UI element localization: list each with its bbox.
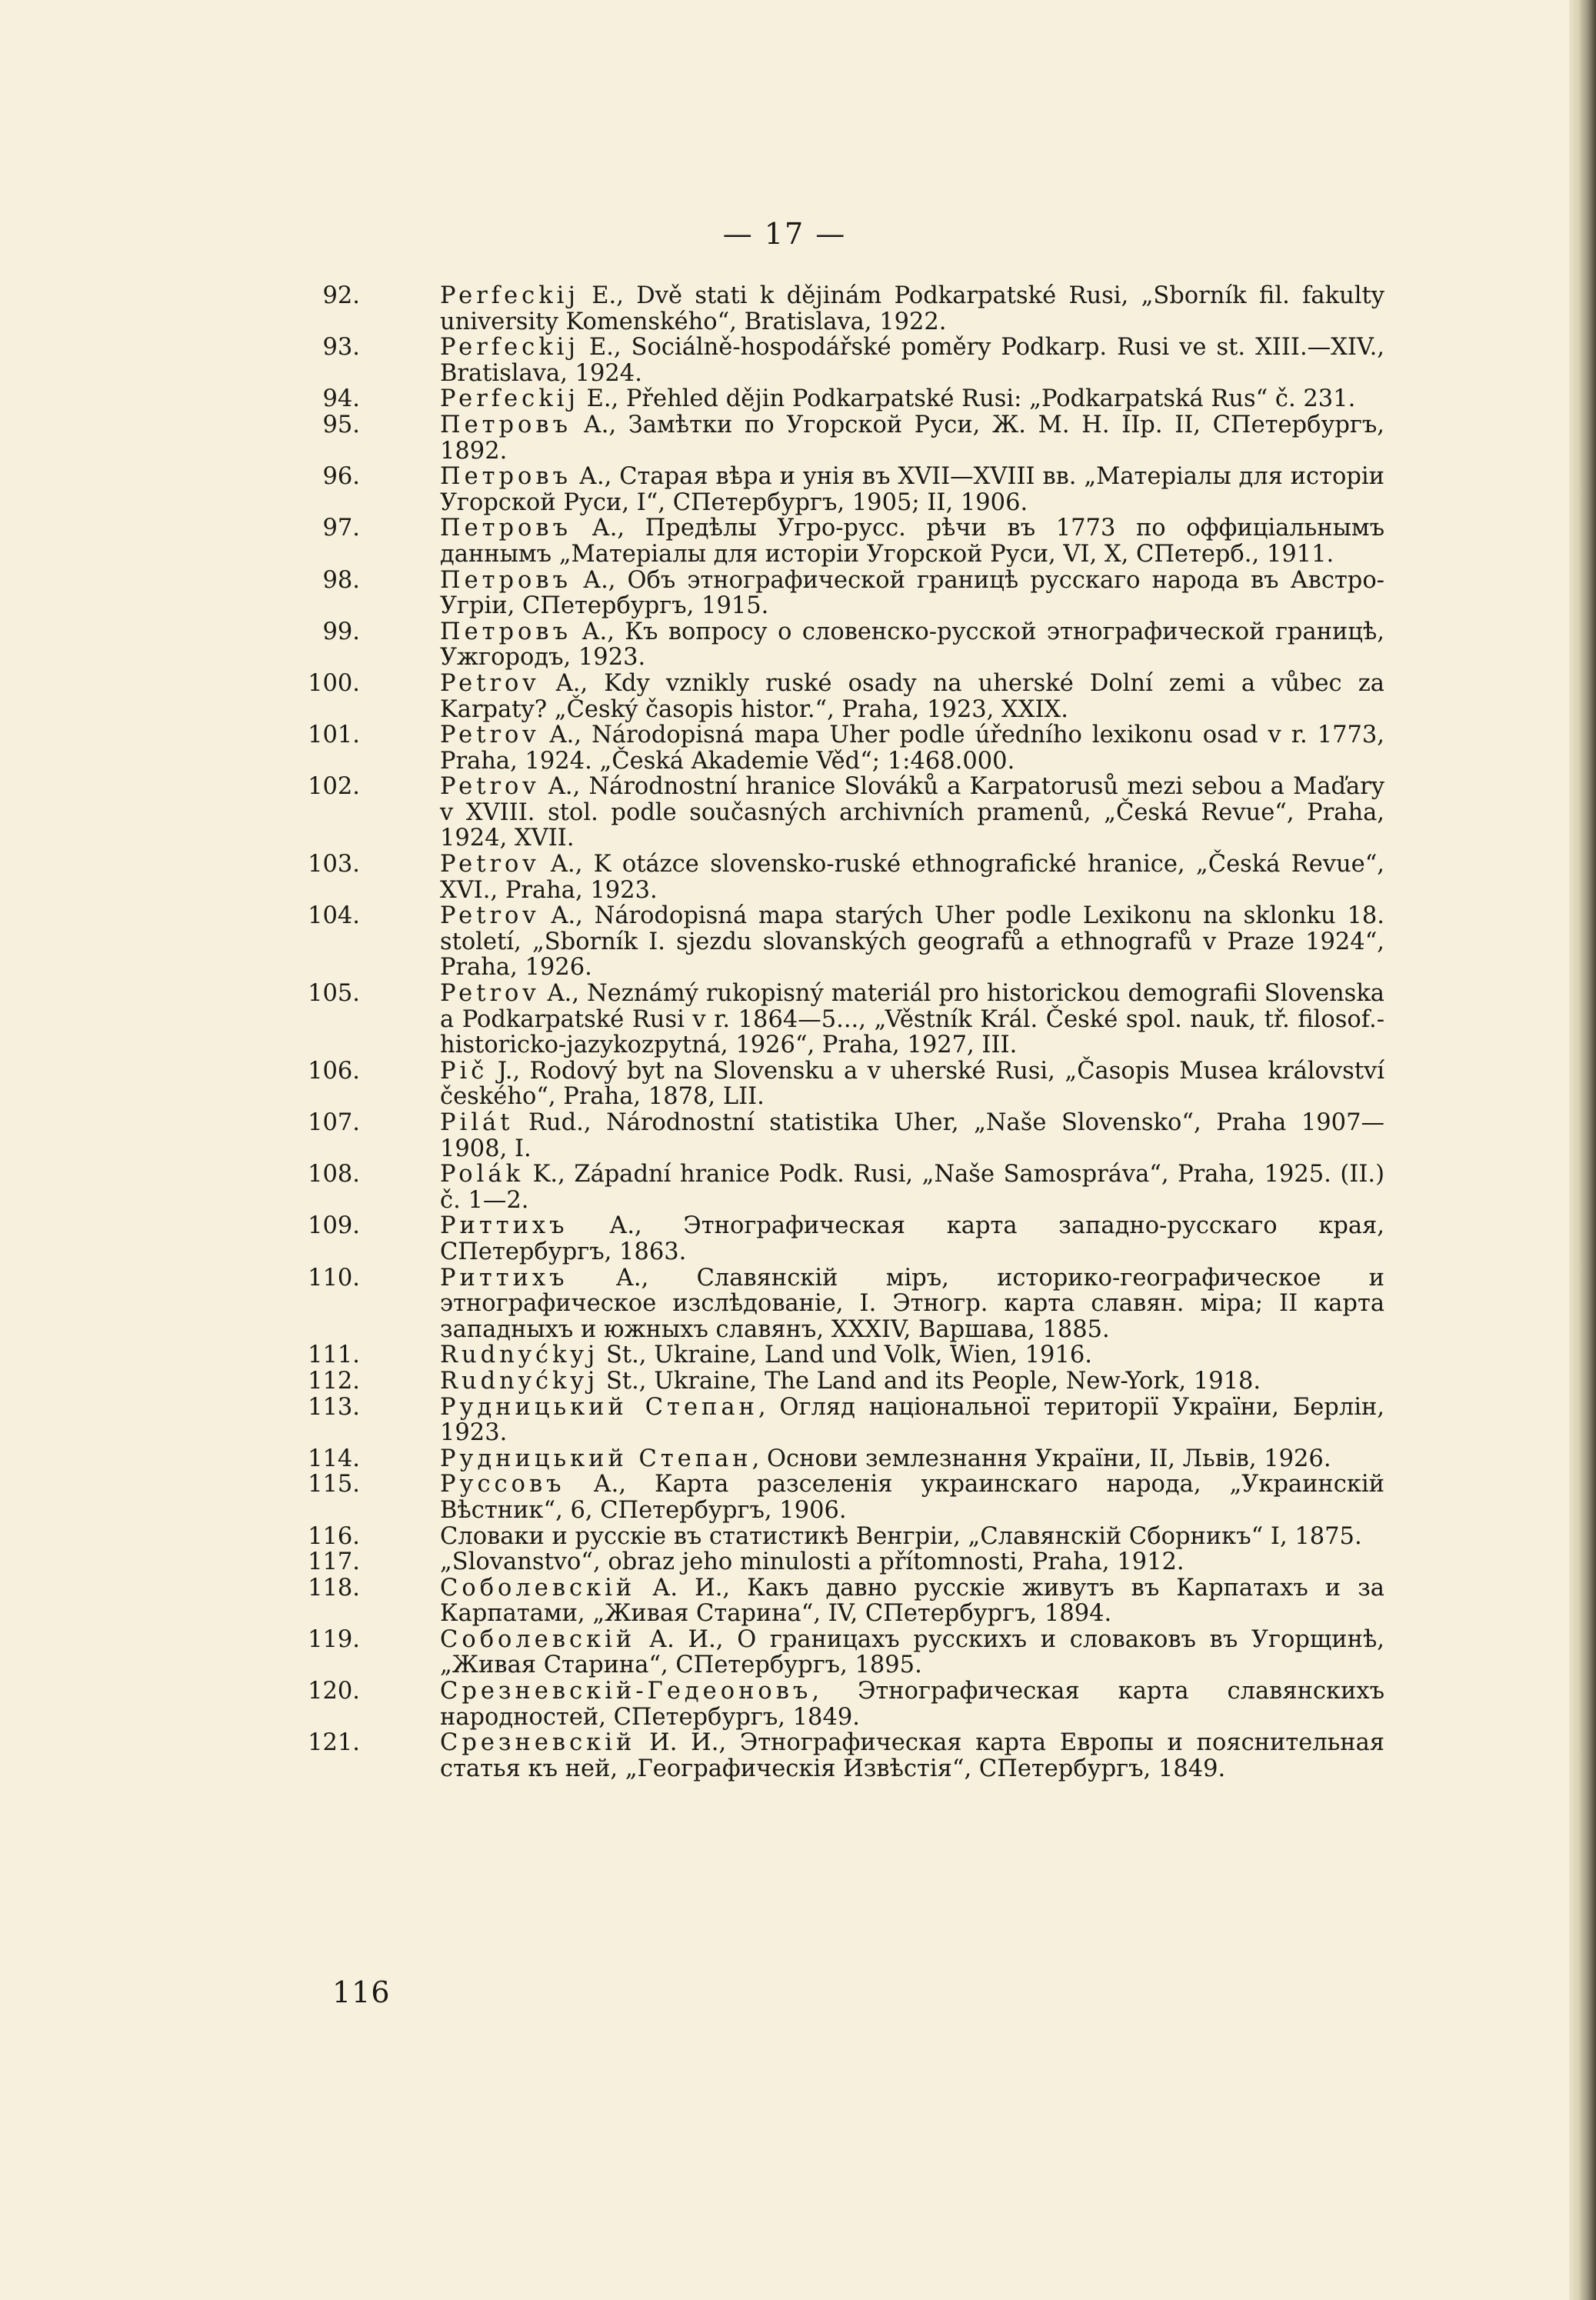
bibliography-entry xyxy=(292,1627,1384,1678)
bibliography-entry xyxy=(292,1342,1384,1368)
bibliography-entry xyxy=(292,774,1384,852)
entry-author: Петровъ xyxy=(440,618,571,645)
entry-number: 106. xyxy=(308,1057,360,1085)
bibliography-entry xyxy=(292,1575,1384,1627)
entry-number: 93. xyxy=(322,334,360,362)
entry-author: Рудницький Степан xyxy=(440,1445,752,1472)
entry-number: 119. xyxy=(308,1625,360,1653)
entry-number: 104. xyxy=(308,902,360,930)
entry-number: 110. xyxy=(308,1264,360,1292)
entry-text: A., Národopisná mapa Uher podle úředního lexikonu osad v r. 1773, Praha, 1924. „Česká Akademie Věd“; 1:468.000. xyxy=(440,722,1384,775)
bibliography-entry xyxy=(292,1446,1384,1472)
entry-number: 118. xyxy=(308,1574,360,1602)
entry-author: Петровъ xyxy=(440,515,571,542)
entry-text: , Этнографическая карта славянскихъ народностей, СПетербургъ, 1849. xyxy=(440,1678,1384,1731)
entry-number: 120. xyxy=(308,1678,360,1705)
bibliography-entry xyxy=(292,515,1384,567)
bibliography-entry xyxy=(292,852,1384,903)
entry-author: Perfeckij xyxy=(440,385,579,413)
bibliography-entry xyxy=(292,619,1384,671)
bibliography-entry xyxy=(292,1730,1384,1782)
entry-number: 115. xyxy=(308,1471,360,1498)
bibliography-entry xyxy=(292,1472,1384,1523)
entry-text: А., Карта разселенія украинскаго народа, „Украинскій Вѣстник“, 6, СПетербургъ, 1906. xyxy=(440,1471,1384,1524)
entry-author: Petrov xyxy=(440,669,540,697)
bibliography-entry xyxy=(292,1110,1384,1162)
entry-number: 94. xyxy=(322,385,360,413)
entry-author: Petrov xyxy=(440,722,540,749)
entry-text: Словаки и русскіе въ статистикѣ Венгріи, „Славянскій Сборникъ“ I, 1875. xyxy=(440,1522,1362,1550)
entry-number: 102. xyxy=(308,773,360,801)
entry-author: Соболевскій xyxy=(440,1625,636,1653)
entry-author: Polák xyxy=(440,1161,525,1188)
entry-text: A., Kdy vznikly ruské osady na uherské Dolní zemi a vůbec za Karpaty? „Český časopis histor.“, Praha, 1923, XXIX. xyxy=(440,669,1384,723)
entry-text: А., Предѣлы Угро-русс. рѣчи въ 1773 по оффиціальнымъ даннымъ „Матеріалы для исторіи Угорской Руси, VI, X, СПетерб., 1911. xyxy=(440,515,1384,568)
bibliography-entry xyxy=(292,1524,1384,1550)
entry-text: E., Sociálně-hospodářské poměry Podkarp. Rusi ve st. XIII.—XIV., Bratislava, 1924. xyxy=(440,334,1384,387)
entry-number: 103. xyxy=(308,851,360,878)
entry-number: 116. xyxy=(308,1522,360,1550)
entry-number: 105. xyxy=(308,980,360,1008)
entry-number: 113. xyxy=(308,1393,360,1421)
entry-text: St., Ukraine, The Land and its People, New-York, 1918. xyxy=(598,1367,1261,1395)
entry-text: А. И., Какъ давно русскіе живутъ въ Карпатахъ и за Карпатами, „Живая Старина“, IV, СПетербургъ, 1894. xyxy=(440,1574,1384,1628)
entry-author: Рудницький Степан xyxy=(440,1393,758,1421)
entry-number: 100. xyxy=(308,669,360,697)
entry-author: Риттихъ xyxy=(440,1264,568,1292)
bibliography-entry xyxy=(292,1162,1384,1213)
entry-text: А., Замѣтки по Угорской Руси, Ж. М. Н. IIр. II, СПетербургъ, 1892. xyxy=(440,411,1384,465)
entry-text: А., Объ этнографической границѣ русскаго народа въ Австро-Угріи, СПетербургъ, 1915. xyxy=(440,566,1384,620)
bibliography-entry xyxy=(292,1265,1384,1343)
entry-author: Petrov xyxy=(440,980,540,1008)
entry-author: Petrov xyxy=(440,773,540,801)
entry-number: 117. xyxy=(308,1548,360,1576)
entry-author: Соболевскій xyxy=(440,1574,636,1602)
page-number: 116 xyxy=(332,1975,391,2009)
entry-author: Pilát xyxy=(440,1109,514,1136)
entry-number: 114. xyxy=(308,1445,360,1472)
entry-number: 92. xyxy=(322,282,360,309)
bibliography-entry xyxy=(292,335,1384,386)
entry-author: Pič xyxy=(440,1057,488,1085)
entry-text: А. И., О границахъ русскихъ и словаковъ въ Угорщинѣ, „Живая Старина“, СПетербургъ, 1895. xyxy=(440,1625,1384,1679)
bibliography-entry xyxy=(292,283,1384,335)
entry-number: 109. xyxy=(308,1212,360,1240)
entry-author: Петровъ xyxy=(440,411,571,438)
entry-number: 112. xyxy=(308,1367,360,1395)
bibliography-entry xyxy=(292,981,1384,1058)
entry-author: Petrov xyxy=(440,902,540,930)
entry-author: Петровъ xyxy=(440,463,571,491)
entry-author: Perfeckij xyxy=(440,334,579,362)
bibliography-entry xyxy=(292,722,1384,774)
entry-author: Petrov xyxy=(440,851,540,878)
entry-text: A., Neznámý rukopisný materiál pro historickou demografii Slovenska a Podkarpatské Rusi v r. 1864—5..., „Věstník Král. České spol. nauk, tř. filosof.-historicko-jazykozpytná, 1926“, Praha, 1927, III. xyxy=(440,980,1384,1059)
entry-author: Rudnyćkyj xyxy=(440,1367,599,1395)
entry-text: , Основи землезнання України, II, Львів, 1926. xyxy=(751,1445,1331,1472)
entry-number: 107. xyxy=(308,1109,360,1136)
entry-number: 95. xyxy=(322,411,360,438)
entry-author: Петровъ xyxy=(440,566,571,594)
entry-text: J., Rodový byt na Slovensku a v uherské Rusi, „Časopis Musea království českého“, Praha, 1878, LII. xyxy=(440,1057,1384,1111)
entry-text: A., Národnostní hranice Slováků a Karpatorusů mezi sebou a Maďary v XVIII. stol. podle současných archivních pramenů, „Česká Revue“, Praha, 1924, XVII. xyxy=(440,773,1384,852)
entry-number: 98. xyxy=(322,566,360,594)
bibliography-entry xyxy=(292,903,1384,981)
bibliography-entry xyxy=(292,671,1384,722)
bibliography-entry xyxy=(292,1395,1384,1446)
entry-text: А., Старая вѣра и унія въ XVII—XVIII вв. „Матеріалы для исторіи Угорской Руси, I“, СПетербургъ, 1905; II, 1906. xyxy=(440,463,1384,516)
entry-author: Срезневскій-Гедеоновъ xyxy=(440,1678,812,1705)
entry-number: 108. xyxy=(308,1161,360,1188)
entry-author: Риттихъ xyxy=(440,1212,568,1240)
bibliography-entry xyxy=(292,1678,1384,1730)
entry-number: 99. xyxy=(322,618,360,645)
entry-author: Срезневскій xyxy=(440,1729,636,1757)
entry-author: Руссовъ xyxy=(440,1471,565,1498)
entry-text: St., Ukraine, Land und Volk, Wien, 1916. xyxy=(598,1342,1092,1369)
entry-text: A., K otázce slovensko-ruské ethnografické hranice, „Česká Revue“, XVI., Praha, 1923. xyxy=(440,851,1384,904)
entry-text: E., Dvě stati k dějinám Podkarpatské Rusi, „Sborník fil. fakulty university Komenského“, Bratislava, 1922. xyxy=(440,282,1384,335)
entry-text: E., Přehled dějin Podkarpatské Rusi: „Podkarpatská Rus“ č. 231. xyxy=(578,385,1356,413)
entry-number: 111. xyxy=(308,1342,360,1369)
entry-number: 101. xyxy=(308,722,360,749)
entry-text: „Slovanstvo“, obraz jeho minulosti a přítomnosti, Praha, 1912. xyxy=(440,1548,1185,1576)
entry-number: 97. xyxy=(322,515,360,542)
bibliography-entry xyxy=(292,1368,1384,1395)
entry-number: 96. xyxy=(322,463,360,491)
entry-text: И. И., Этнографическая карта Европы и пояснительная статья къ ней, „Географическія Извѣстія“, СПетербургъ, 1849. xyxy=(440,1729,1384,1782)
page-edge-shadow xyxy=(1569,0,1596,2300)
bibliography-entry xyxy=(292,1058,1384,1110)
bibliography-list xyxy=(292,283,1384,1782)
entry-text: K., Západní hranice Podk. Rusi, „Naše Samospráva“, Praha, 1925. (II.) č. 1—2. xyxy=(440,1161,1384,1214)
entry-author: Rudnyćkyj xyxy=(440,1342,599,1369)
entry-text: , Огляд національної території України, Берлін, 1923. xyxy=(440,1393,1384,1447)
entry-text: Rud., Národnostní statistika Uher, „Naše Slovensko“, Praha 1907—1908, I. xyxy=(440,1109,1384,1162)
bibliography-entry xyxy=(292,412,1384,464)
entry-number: 121. xyxy=(308,1729,360,1757)
entry-text: А., Этнографическая карта западно-русскаго края, СПетербургъ, 1863. xyxy=(440,1212,1384,1265)
bibliography-entry xyxy=(292,386,1384,412)
entry-text: A., Národopisná mapa starých Uher podle Lexikonu na sklonku 18. století, „Sborník I. sjezdu slovanských geografů a ethnografů v Praze 1924“, Praha, 1926. xyxy=(440,902,1384,982)
bibliography-entry xyxy=(292,1549,1384,1575)
bibliography-entry xyxy=(292,1213,1384,1265)
entry-author: Perfeckij xyxy=(440,282,579,309)
entry-text: А., Къ вопросу о словенско-русской этнографической границѣ, Ужгородъ, 1923. xyxy=(440,618,1384,672)
bibliography-entry xyxy=(292,568,1384,619)
bibliography-entry xyxy=(292,464,1384,515)
entry-text: А., Славянскій міръ, историко-географическое и этнографическое изслѣдованіе, I. Этногр. карта славян. міра; II карта западныхъ и южныхъ славянъ, XXXIV, Варшава, 1885. xyxy=(440,1264,1384,1343)
page-header-marker: — 17 — xyxy=(722,217,847,251)
